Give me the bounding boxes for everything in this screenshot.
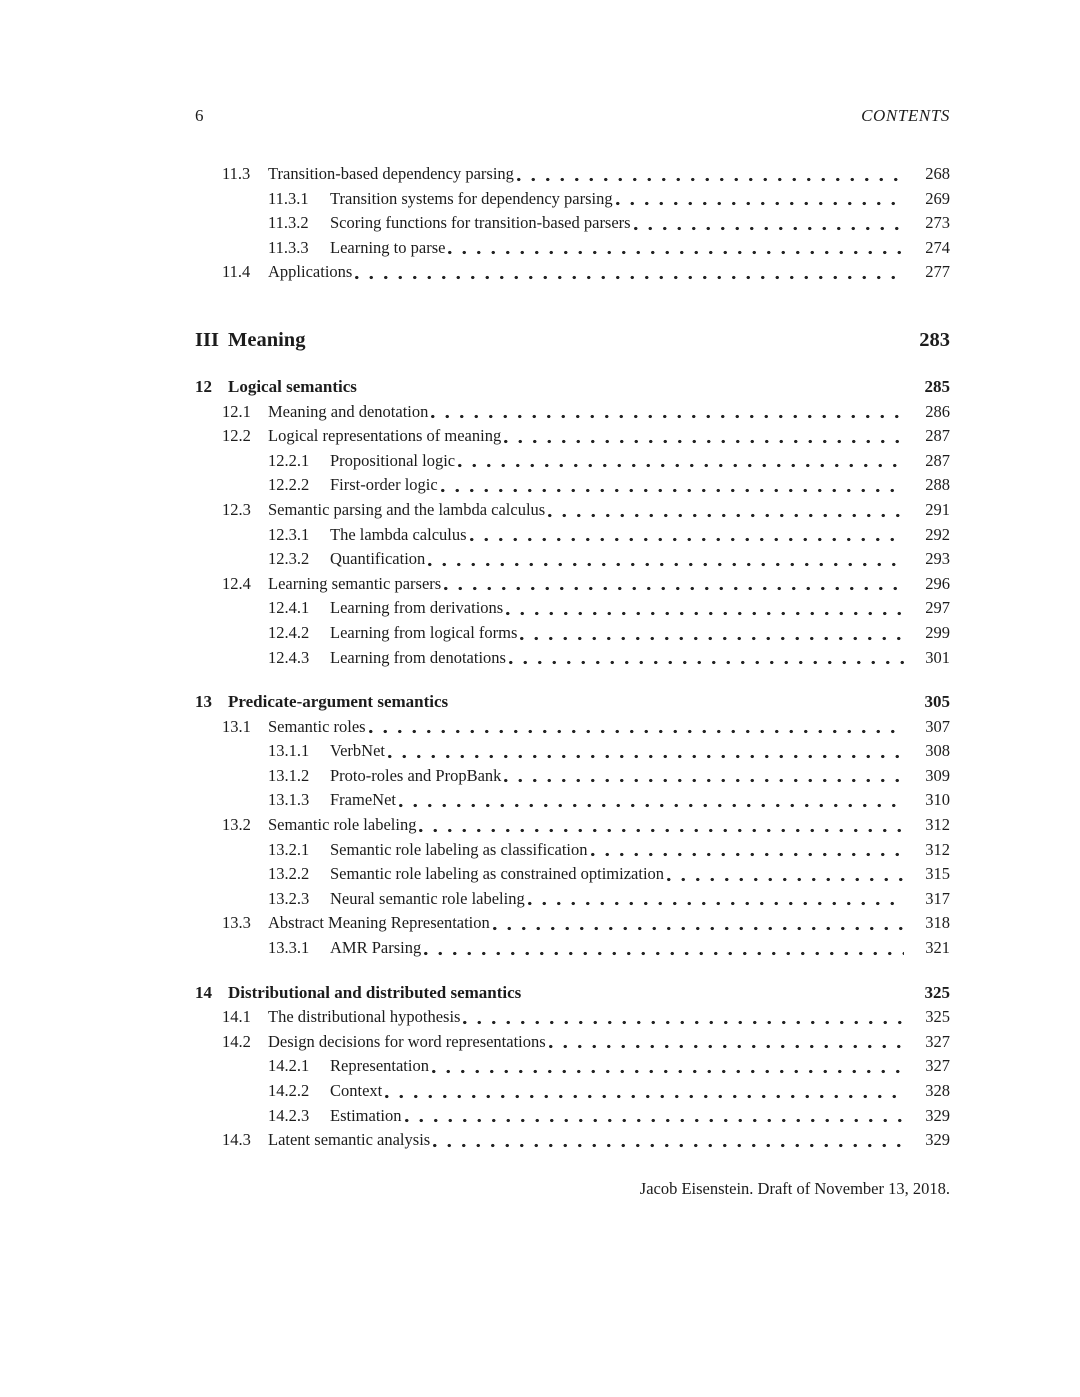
toc-entry <box>195 911 950 936</box>
entry-page: 329 <box>925 1105 950 1125</box>
entry-page: 274 <box>925 237 950 257</box>
entry-title: The distributional hypothesis <box>268 1007 461 1027</box>
entry-page: 312 <box>925 839 950 859</box>
entry-number: 14.2.1 <box>268 1056 310 1076</box>
entry-page: 285 <box>924 376 950 396</box>
entry-title: Semantic roles <box>268 716 366 736</box>
entry-title: Learning to parse <box>330 237 446 257</box>
toc-entry <box>195 862 950 887</box>
entry-number: 14.2 <box>222 1031 251 1051</box>
toc-entry <box>195 764 950 789</box>
dot-leader <box>431 1054 904 1079</box>
dot-leader <box>368 715 904 740</box>
toc-entry <box>195 523 950 548</box>
entry-title: Semantic parsing and the lambda calculus <box>268 499 546 519</box>
toc-entry <box>195 1104 950 1129</box>
entry-number: 13.1.1 <box>268 741 310 761</box>
running-header: CONTENTS <box>861 106 950 125</box>
entry-title: Estimation <box>330 1105 402 1125</box>
entry-page: 308 <box>925 741 950 761</box>
dot-leader <box>590 838 905 863</box>
toc-entry <box>195 596 950 621</box>
entry-page: 297 <box>925 598 950 618</box>
entry-title: Logical representations of meaning <box>268 426 502 446</box>
entry-number: 14.1 <box>222 1007 251 1027</box>
toc-entry <box>195 1128 950 1153</box>
dot-leader <box>615 187 904 212</box>
toc-entry <box>195 1005 950 1030</box>
page-header <box>195 106 950 126</box>
entry-number: 12.1 <box>222 401 251 421</box>
entry-page: 307 <box>925 716 950 736</box>
dot-leader <box>404 1104 905 1129</box>
toc-entry <box>195 375 950 400</box>
entry-title: Distributional and distributed semantics <box>228 982 522 1002</box>
toc-entry <box>195 788 950 813</box>
dot-leader <box>427 547 904 572</box>
entry-number: 12.3 <box>222 499 251 519</box>
dot-leader <box>440 473 904 498</box>
entry-number: 12 <box>195 376 212 396</box>
entry-page: 325 <box>924 982 950 1002</box>
entry-title: Scoring functions for transition-based parsers <box>330 213 631 233</box>
footer-note: Jacob Eisenstein. Draft of November 13, 2018. <box>639 1178 950 1198</box>
dot-leader <box>469 523 904 548</box>
dot-leader <box>523 981 904 1006</box>
dot-leader <box>447 236 904 261</box>
entry-number: 12.4 <box>222 573 251 593</box>
dot-leader <box>505 596 904 621</box>
entry-number: 14 <box>195 982 212 1002</box>
dot-leader <box>547 498 904 523</box>
entry-page: 287 <box>925 450 950 470</box>
toc-entry <box>195 400 950 425</box>
entry-page: 286 <box>925 401 950 421</box>
entry-title: First-order logic <box>330 475 438 495</box>
toc-entry <box>195 739 950 764</box>
toc-entry <box>195 449 950 474</box>
entry-number: 13.1 <box>222 716 251 736</box>
entry-title: Context <box>330 1081 383 1100</box>
entry-number: 11.3 <box>222 164 251 183</box>
toc-entry <box>195 646 950 671</box>
entry-number: 13.2 <box>222 815 251 835</box>
dot-leader <box>462 1005 904 1030</box>
entry-number: 12.3.2 <box>268 549 310 569</box>
entry-title: Neural semantic role labeling <box>330 888 525 908</box>
entry-page: 268 <box>925 164 950 183</box>
toc-entry <box>195 981 950 1006</box>
toc-entry <box>195 424 950 449</box>
entry-title: Logical semantics <box>228 376 357 396</box>
entry-title: FrameNet <box>330 790 396 810</box>
dot-leader <box>450 690 904 715</box>
dot-leader <box>423 936 904 961</box>
dot-leader <box>359 375 904 400</box>
toc-entry <box>195 936 950 961</box>
entry-title: Meaning <box>228 328 306 351</box>
entry-page: 293 <box>925 549 950 569</box>
dot-leader <box>516 162 904 187</box>
entry-page: 291 <box>925 499 950 519</box>
toc-entry <box>195 813 950 838</box>
entry-number: 12.2.2 <box>268 475 310 495</box>
toc-entry <box>195 498 950 523</box>
toc-entry <box>195 473 950 498</box>
entry-number: 14.2.2 <box>268 1081 310 1100</box>
entry-title: Semantic role labeling <box>268 815 417 835</box>
entry-title: Applications <box>268 262 353 282</box>
entry-page: 269 <box>925 188 950 208</box>
entry-page: 273 <box>925 213 950 233</box>
entry-page: 299 <box>925 622 950 642</box>
entry-number: 11.3.1 <box>268 188 309 208</box>
entry-page: 287 <box>925 426 950 446</box>
dot-leader <box>457 449 904 474</box>
entry-page: 301 <box>925 647 950 667</box>
dot-leader <box>519 621 904 646</box>
entry-page: 296 <box>925 573 950 593</box>
entry-number: 13 <box>195 692 212 712</box>
entry-number: III <box>195 328 219 351</box>
dot-leader <box>387 739 904 764</box>
entry-page: 309 <box>925 765 950 785</box>
toc-entry <box>195 187 950 212</box>
entry-number: 12.4.1 <box>268 598 310 618</box>
dot-leader <box>398 788 904 813</box>
entry-title: Abstract Meaning Representation <box>268 913 490 933</box>
entry-page: 329 <box>925 1130 950 1150</box>
toc-entry <box>195 211 950 236</box>
entry-number: 13.3 <box>222 913 251 933</box>
entry-title: VerbNet <box>330 741 385 761</box>
toc-entry <box>195 236 950 261</box>
entry-page: 321 <box>925 938 950 958</box>
entry-number: 13.2.3 <box>268 888 310 908</box>
entry-title: The lambda calculus <box>330 524 467 544</box>
toc-entry <box>195 1079 950 1104</box>
toc-entry <box>195 325 950 355</box>
dot-leader <box>633 211 904 236</box>
entry-title: Predicate-argument semantics <box>228 692 449 712</box>
entry-number: 14.2.3 <box>268 1105 310 1125</box>
dot-leader <box>548 1030 904 1055</box>
dot-leader <box>666 862 904 887</box>
toc-entry <box>195 690 950 715</box>
entry-number: 12.2.1 <box>268 450 310 470</box>
dot-leader <box>492 911 904 936</box>
toc-entry <box>195 572 950 597</box>
dot-leader <box>527 887 904 912</box>
entry-number: 13.1.3 <box>268 790 310 810</box>
entry-title: Learning from denotations <box>330 647 506 667</box>
entry-number: 11.3.2 <box>268 213 309 233</box>
entry-title: Design decisions for word representations <box>268 1031 546 1051</box>
dot-leader <box>503 764 904 789</box>
entry-number: 12.4.2 <box>268 622 310 642</box>
entry-page: 312 <box>925 815 950 835</box>
entry-page: 327 <box>925 1031 950 1051</box>
entry-title: Semantic role labeling as constrained optimization <box>330 864 665 884</box>
entry-title: Proto-roles and PropBank <box>330 765 502 785</box>
dot-leader <box>384 1079 904 1104</box>
toc-entry <box>195 547 950 572</box>
entry-title: Transition systems for dependency parsing <box>330 188 613 208</box>
dot-leader <box>307 325 904 355</box>
entry-page: 327 <box>925 1056 950 1076</box>
toc-entry <box>195 260 950 285</box>
entry-title: Semantic role labeling as classification <box>330 839 588 859</box>
dot-leader <box>432 1128 904 1153</box>
entry-page: 277 <box>925 262 950 282</box>
toc-list <box>195 162 950 1153</box>
toc-entry <box>195 621 950 646</box>
entry-page: 310 <box>925 790 950 810</box>
entry-number: 13.1.2 <box>268 765 310 785</box>
toc-entry <box>195 162 950 187</box>
entry-number: 12.3.1 <box>268 524 310 544</box>
entry-number: 14.3 <box>222 1130 251 1150</box>
entry-title: Learning from derivations <box>330 598 504 618</box>
entry-title: Quantification <box>330 549 426 569</box>
dot-leader <box>508 646 904 671</box>
toc-entry <box>195 838 950 863</box>
toc-entry <box>195 1054 950 1079</box>
toc-entry <box>195 887 950 912</box>
page-number: 6 <box>195 106 204 125</box>
entry-title: Meaning and denotation <box>268 401 429 421</box>
entry-page: 328 <box>925 1081 950 1100</box>
dot-leader <box>430 400 904 425</box>
entry-page: 305 <box>924 692 950 712</box>
entry-number: 11.3.3 <box>268 237 309 257</box>
entry-number: 13.2.2 <box>268 864 310 884</box>
entry-number: 11.4 <box>222 262 251 282</box>
entry-page: 318 <box>925 913 950 933</box>
dot-leader <box>354 260 904 285</box>
entry-number: 12.2 <box>222 426 251 446</box>
entry-page: 292 <box>925 524 950 544</box>
entry-page: 317 <box>925 888 950 908</box>
toc-entry <box>195 1030 950 1055</box>
entry-page: 325 <box>925 1007 950 1027</box>
entry-number: 12.4.3 <box>268 647 310 667</box>
entry-title: Latent semantic analysis <box>268 1130 431 1150</box>
dot-leader <box>418 813 904 838</box>
entry-title: Learning semantic parsers <box>268 573 442 593</box>
dot-leader <box>503 424 904 449</box>
toc-entry <box>195 715 950 740</box>
dot-leader <box>443 572 904 597</box>
entry-title: Representation <box>330 1056 429 1076</box>
entry-page: 283 <box>919 328 950 351</box>
entry-title: AMR Parsing <box>330 938 422 958</box>
entry-title: Propositional logic <box>330 450 456 470</box>
entry-page: 288 <box>925 475 950 495</box>
entry-number: 13.2.1 <box>268 839 310 859</box>
entry-title: Transition-based dependency parsing <box>268 164 514 183</box>
entry-title: Learning from logical forms <box>330 622 518 642</box>
entry-number: 13.3.1 <box>268 938 310 958</box>
entry-page: 315 <box>925 864 950 884</box>
